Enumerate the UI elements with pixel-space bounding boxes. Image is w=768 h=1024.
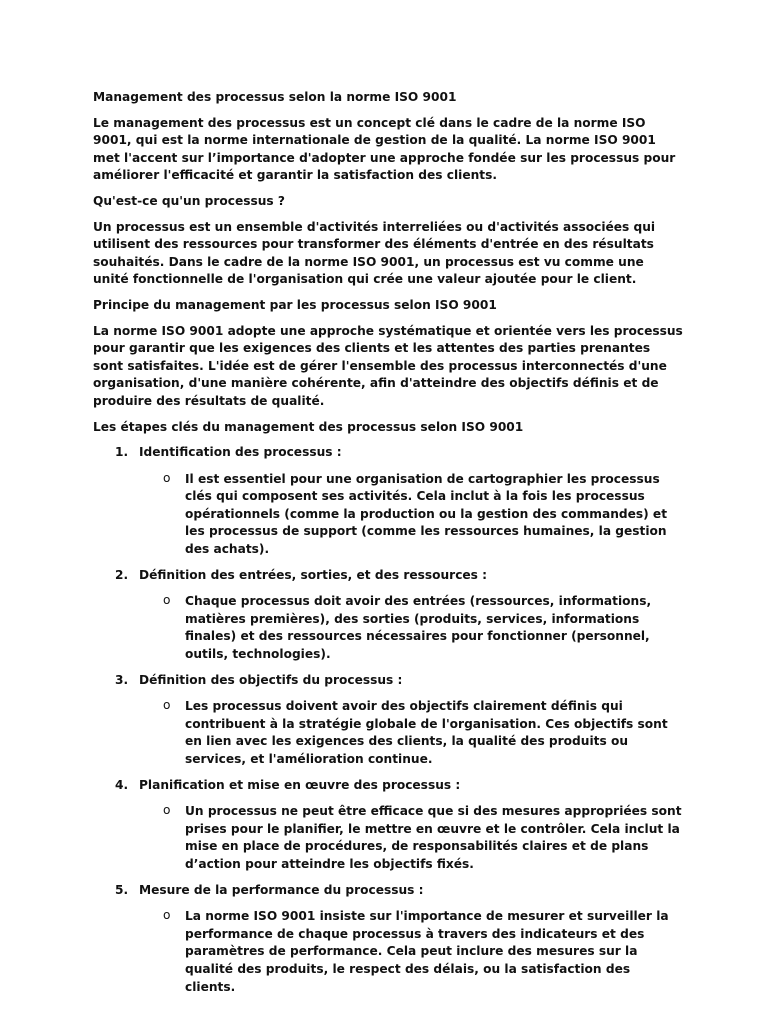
step-detail-text: Chaque processus doit avoir des entrées (ressources, informations, matières premières), des sorties (produits, services, informations finales) et des ressources nécessaires pour fonctionner (personnel, outils, technologies). xyxy=(185,594,652,662)
document-page xyxy=(93,89,683,1004)
steps-list xyxy=(93,444,683,996)
step-number: 5. xyxy=(115,882,129,897)
step-item xyxy=(93,444,683,559)
step-item xyxy=(93,777,683,874)
step-detail xyxy=(163,908,683,996)
bullet-icon: o xyxy=(163,470,171,485)
process-definition-heading: Qu'est-ce qu'un processus ? xyxy=(93,193,285,208)
bullet-icon: o xyxy=(163,908,171,923)
step-detail xyxy=(163,470,683,559)
step-title: Planification et mise en œuvre des processus : xyxy=(139,777,461,792)
step-detail xyxy=(163,593,683,663)
step-number: 1. xyxy=(115,445,129,460)
step-item xyxy=(93,567,683,664)
step-detail-text: La norme ISO 9001 insiste sur l'importance de mesurer et surveiller la performance de chaque processus à travers des indicateurs et des paramètres de performance. Cela peut inclure des mesures sur la qualité des produits, le respect des délais, ou la satisfaction des clients. xyxy=(185,909,669,994)
step-number: 2. xyxy=(115,567,129,582)
step-detail xyxy=(163,698,683,768)
step-number: 4. xyxy=(115,777,129,792)
step-item xyxy=(93,672,683,769)
document-title: Management des processus selon la norme ISO 9001 xyxy=(93,90,457,104)
step-title: Mesure de la performance du processus : xyxy=(139,882,424,897)
step-detail-text: Il est essentiel pour une organisation de cartographier les processus clés qui composent ses activités. Cela inclut à la fois les processus opérationnels (comme la production ou la gestion des commandes) et les processus de support (comme les ressources humaines, la gestion des achats). xyxy=(185,471,668,557)
step-detail-text: Les processus doivent avoir des objectifs clairement définis qui contribuent à la stratégie globale de l'organisation. Ces objectifs sont en lien avec les exigences des clients, la qualité des produits ou services, et l'amélioration continue. xyxy=(185,699,668,766)
step-detail-text: Un processus ne peut être efficace que si des mesures appropriées sont prises pour le planifier, le mettre en œuvre et le contrôler. Cela inclut la mise en place de procédures, de responsabilités claires et de plans d’action pour atteindre les objectifs fixés. xyxy=(185,804,682,871)
process-definition-paragraph: Un processus est un ensemble d'activités interreliées ou d'activités associées qui utilisent des ressources pour transformer des éléments d'entrée en des résultats souhaités. Dans le cadre de la norme ISO 9001, un processus est vu comme une unité fonctionnelle de l'organisation qui crée une valeur ajoutée pour le client. xyxy=(93,219,656,287)
bullet-icon: o xyxy=(163,803,171,818)
step-number: 3. xyxy=(115,672,129,687)
step-item xyxy=(93,882,683,997)
principle-paragraph: La norme ISO 9001 adopte une approche systématique et orientée vers les processus pour garantir que les exigences des clients et les attentes des parties prenantes sont satisfaites. L'idée est de gérer l'ensemble des processus interconnectés d'une organisation, d'une manière cohérente, afin d'atteindre des objectifs définis et de produire des résultats de qualité. xyxy=(93,323,683,408)
bullet-icon: o xyxy=(163,593,171,608)
steps-heading: Les étapes clés du management des processus selon ISO 9001 xyxy=(93,419,524,434)
step-title: Définition des objectifs du processus : xyxy=(139,672,403,687)
bullet-icon: o xyxy=(163,698,171,713)
intro-paragraph: Le management des processus est un concept clé dans le cadre de la norme ISO 9001, qui est la norme internationale de gestion de la qualité. La norme ISO 9001 met l'accent sur l’importance d'adopter une approche fondée sur les processus pour améliorer l'efficacité et garantir la satisfaction des clients. xyxy=(93,115,676,183)
step-title: Identification des processus : xyxy=(139,445,342,460)
step-title: Définition des entrées, sorties, et des ressources : xyxy=(139,567,488,582)
step-detail xyxy=(163,803,683,873)
principle-heading: Principe du management par les processus selon ISO 9001 xyxy=(93,297,497,312)
